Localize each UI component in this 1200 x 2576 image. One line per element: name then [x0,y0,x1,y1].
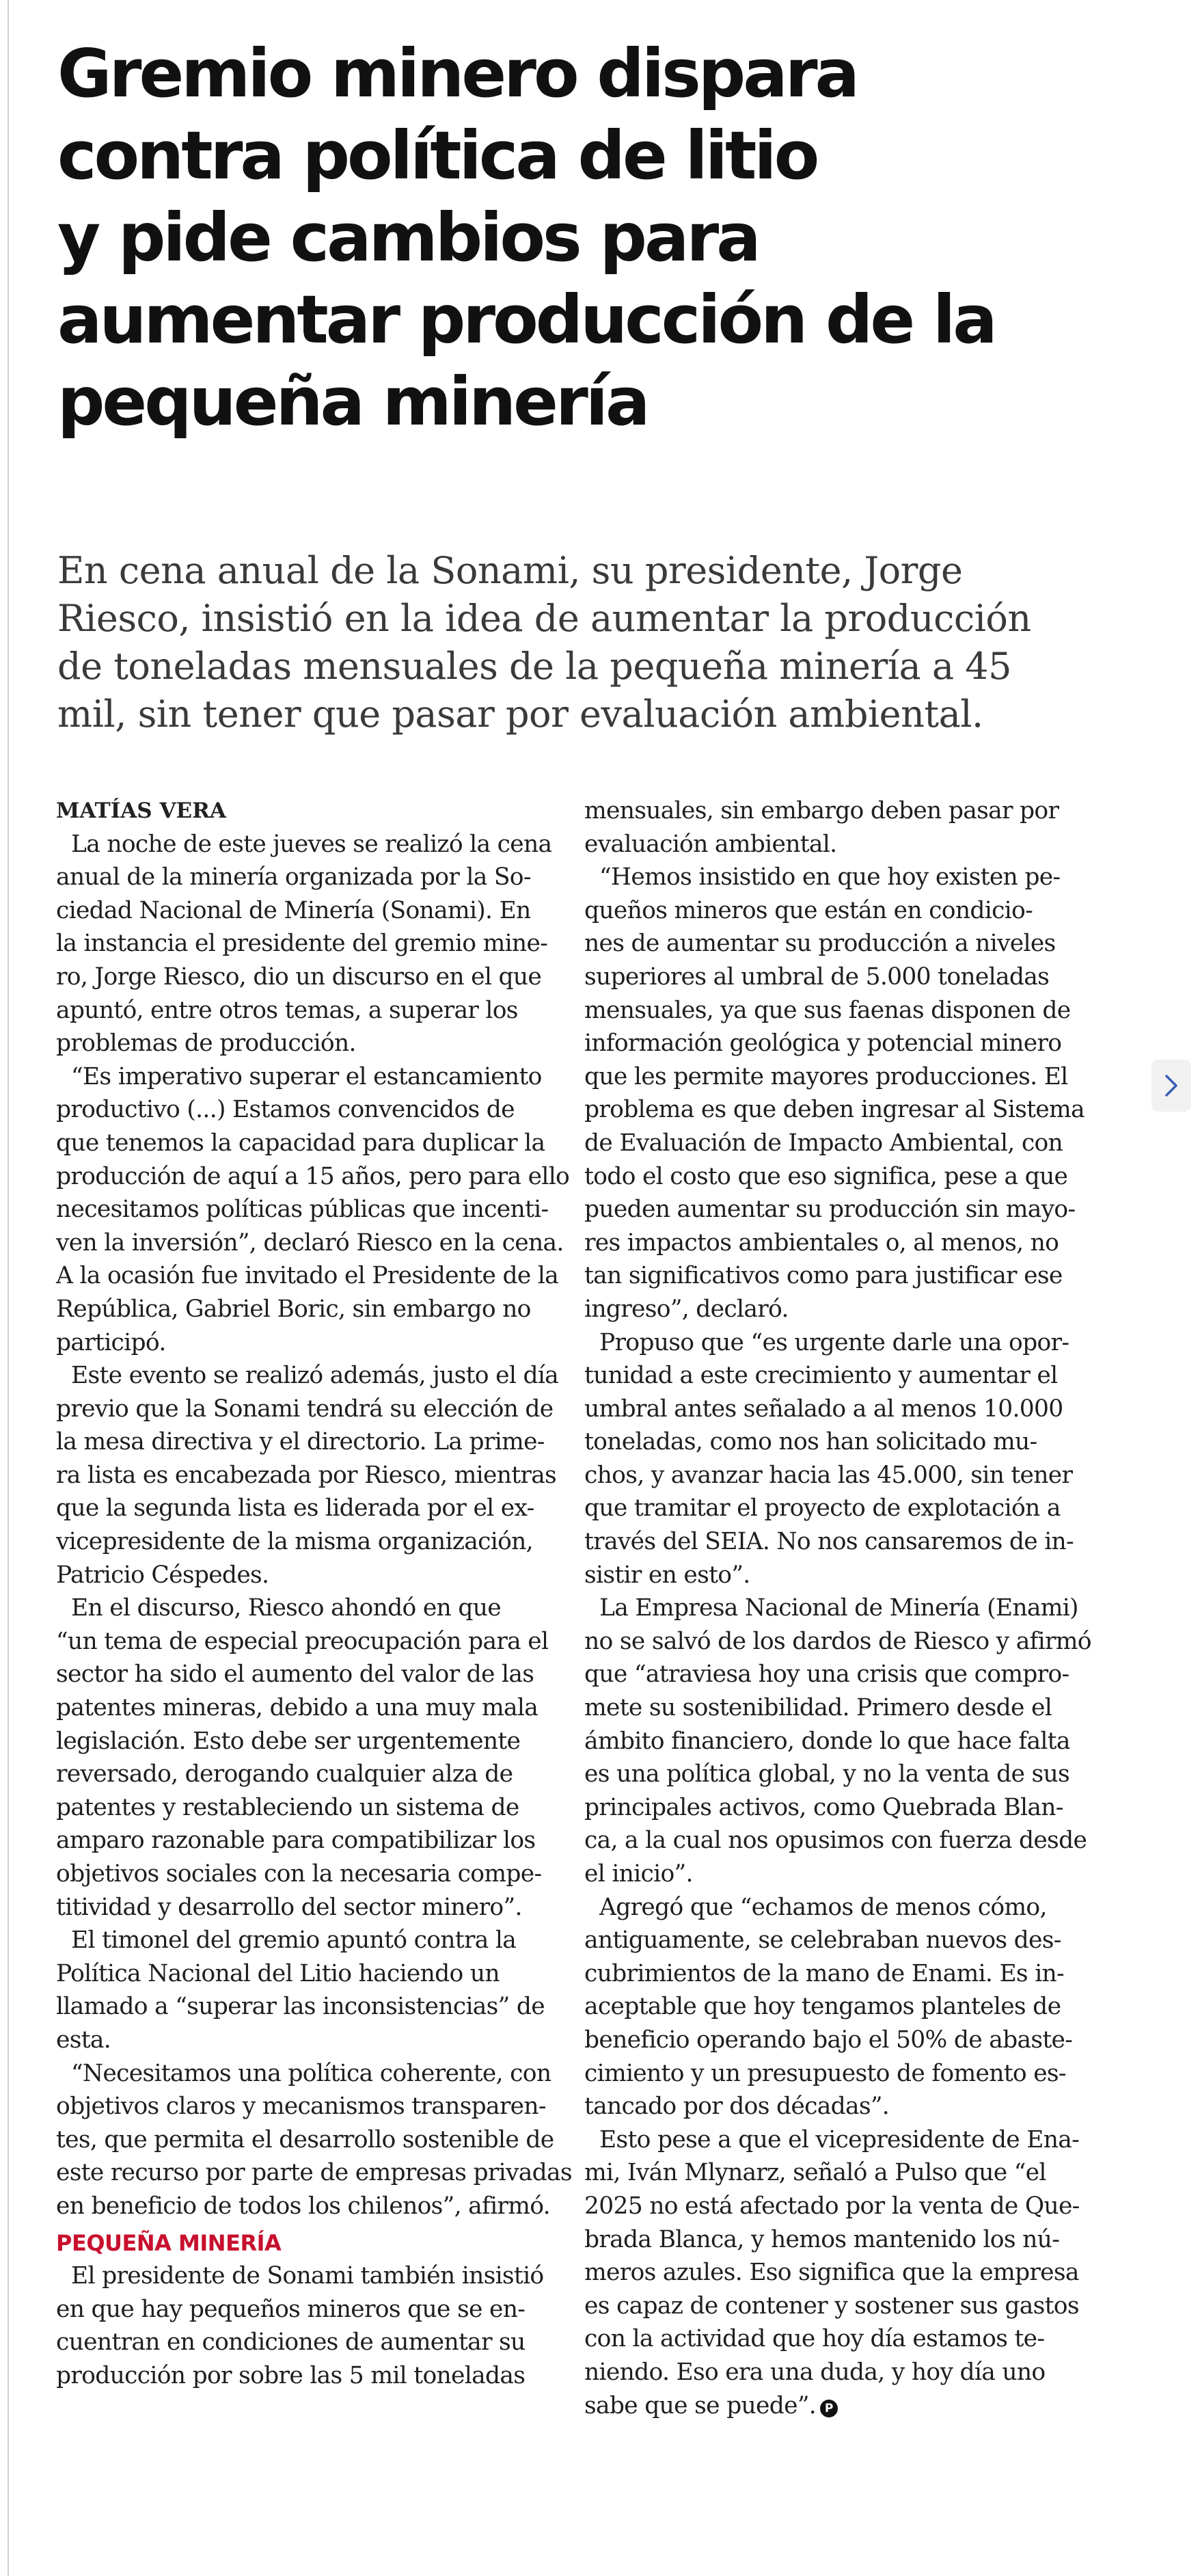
body-line: ra lista es encabezada por Riesco, mientras [56,1461,557,1489]
article-headline [57,33,1123,443]
body-line: beneficio operando bajo el 50% de abaste- [584,2026,1073,2054]
deck-line: En cena anual de la Sonami, su presidente, Jorge [57,549,963,592]
body-line: La Empresa Nacional de Minería (Enami) [599,1594,1078,1622]
final-line [584,2389,1087,2423]
body-line: tunidad a este crecimiento y aumentar el [584,1362,1058,1390]
body-line: ro, Jorge Riesco, dio un discurso en el que [56,963,542,991]
body-line: mensuales, sin embargo deben pasar por [584,797,1059,824]
body-line: que “atraviesa hoy una crisis que compro- [584,1661,1069,1689]
end-mark-icon: P [820,2400,838,2417]
body-line: que la segunda lista es liderada por el ex- [56,1494,534,1522]
body-line: sector ha sido el aumento del valor de las [56,1661,534,1689]
body-line: reversado, derogando cualquier alza de [56,1760,513,1788]
body-line: pueden aumentar su producción sin mayo- [584,1196,1076,1224]
body-line: mi, Iván Mlynarz, señaló a Pulso que “el [584,2159,1046,2187]
deck-line: mil, sin tener que pasar por evaluación ambiental. [57,693,983,736]
body-line: mete su sostenibilidad. Primero desde el [584,1694,1052,1722]
body-line: amparo razonable para compatibilizar los [56,1827,536,1855]
body-line: patentes mineras, debido a una muy mala [56,1694,538,1722]
body-line: ciedad Nacional de Minería (Sonami). En [56,896,531,924]
body-line: meros azules. Eso significa que la empresa [584,2259,1079,2287]
body-line: participó. [56,1328,166,1356]
body-line: La noche de este jueves se realizó la cena [71,830,552,858]
body-line: es capaz de contener y sostener sus gastos [584,2292,1079,2320]
body-line: Agregó que “echamos de menos cómo, [599,1893,1047,1921]
body-line: vicepresidente de la misma organización, [56,1528,533,1556]
body-line: cubrimientos de la mano de Enami. Es in- [584,1959,1065,1987]
next-page-button[interactable] [1151,1060,1191,1112]
article-deck [57,547,1082,738]
right-column-body [584,794,1091,2389]
body-line: sistir en esto”. [584,1561,750,1589]
article-column-right [584,794,1091,2422]
headline-line: Gremio minero dispara [57,35,857,112]
body-line: apuntó, entre otros temas, a superar los [56,996,518,1024]
body-line: 2025 no está afectado por la venta de Que- [584,2192,1080,2220]
headline-line: y pide cambios para [57,199,759,276]
final-line-text: sabe que se puede”. [584,2391,817,2419]
body-line: antiguamente, se celebraban nuevos des- [584,1927,1061,1955]
body-line: información geológica y potencial minero [584,1030,1062,1058]
body-line: que les permite mayores producciones. El [584,1062,1068,1090]
body-line: problemas de producción. [56,1030,356,1058]
body-line: la mesa directiva y el directorio. La prime- [56,1428,545,1456]
left-column-body [56,828,572,2223]
chevron-right-icon [1164,1074,1179,1097]
body-line: evaluación ambiental. [584,830,837,858]
body-line: tancado por dos décadas”. [584,2093,890,2121]
body-line: de Evaluación de Impacto Ambiental, con [584,1129,1063,1157]
deck-line: Riesco, insistió en la idea de aumentar la producción [57,597,1031,640]
body-line: tes, que permita el desarrollo sostenible de [56,2125,554,2154]
body-line: tan significativos como para justificar ese [584,1262,1063,1290]
body-line: Este evento se realizó además, justo el día [71,1362,559,1390]
byline: MATÍAS VERA [56,799,226,823]
section-subhead: PEQUEÑA MINERÍA [56,2229,282,2256]
body-line: previo que la Sonami tendrá su elección de [56,1395,554,1423]
headline-line: pequeña minería [57,363,648,440]
body-line: todo el costo que eso significa, pese a que [584,1162,1068,1190]
body-line: patentes y restableciendo un sistema de [56,1793,519,1821]
body-line: anual de la minería organizada por la So- [56,863,531,891]
body-line: ven la inversión”, declaró Riesco en la cena. [56,1229,564,1257]
body-line: República, Gabriel Boric, sin embargo no [56,1295,531,1323]
deck-line: de toneladas mensuales de la pequeña minería a 45 [57,645,1011,688]
body-line: problema es que deben ingresar al Sistema [584,1096,1085,1124]
body-line: brada Blanca, y hemos mantenido los nú- [584,2225,1060,2253]
body-line: objetivos claros y mecanismos transparen- [56,2093,546,2121]
body-line: chos, y avanzar hacia las 45.000, sin tener [584,1461,1073,1489]
body-line: es una política global, y no la venta de sus [584,1760,1070,1788]
body-line: ámbito financiero, donde lo que hace falta [584,1727,1070,1755]
body-line: superiores al umbral de 5.000 toneladas [584,963,1050,991]
body-line: esta. [56,2026,111,2054]
body-line: Propuso que “es urgente darle una opor- [599,1328,1069,1356]
body-line: que tramitar el proyecto de explotación a [584,1494,1061,1522]
body-line: la instancia el presidente del gremio mine- [56,930,548,958]
body-line: el inicio”. [584,1860,693,1888]
body-line: Política Nacional del Litio haciendo un [56,1959,500,1987]
column-rule [8,0,9,2576]
body-line: ca, a la cual nos opusimos con fuerza desde [584,1827,1087,1855]
body-line: umbral antes señalado a al menos 10.000 [584,1395,1063,1423]
body-line: queños mineros que están en condicio- [584,896,1033,924]
body-line: necesitamos políticas públicas que incenti- [56,1196,549,1224]
body-line: toneladas, como nos han solicitado mu- [584,1428,1037,1456]
body-line: Patricio Céspedes. [56,1561,269,1589]
body-line: nes de aumentar su producción a niveles [584,930,1056,958]
body-line: que tenemos la capacidad para duplicar la [56,1129,545,1157]
body-line: “Es imperativo superar el estancamiento [71,1062,542,1090]
body-line: través del SEIA. No nos cansaremos de in- [584,1528,1074,1556]
body-line: producción por sobre las 5 mil toneladas [56,2361,526,2389]
body-line: El timonel del gremio apuntó contra la [71,1927,517,1955]
body-line: “Necesitamos una política coherente, con [71,2059,551,2087]
body-line: A la ocasión fue invitado el Presidente de la [56,1262,559,1290]
body-line: El presidente de Sonami también insistió [71,2262,544,2290]
body-line: legislación. Esto debe ser urgentemente [56,1727,521,1755]
body-line: cuentran en condiciones de aumentar su [56,2329,526,2357]
headline-line: aumentar producción de la [57,281,995,358]
body-line: producción de aquí a 15 años, pero para ello [56,1162,570,1190]
body-line: este recurso por parte de empresas privadas [56,2159,572,2187]
body-line: con la actividad que hoy día estamos te- [584,2325,1045,2353]
body-line: cimiento y un presupuesto de fomento es- [584,2059,1066,2087]
body-line: En el discurso, Riesco ahondó en que [71,1594,501,1622]
body-line: en beneficio de todos los chilenos”, afirmó. [56,2192,550,2220]
body-line: mensuales, ya que sus faenas disponen de [584,996,1071,1024]
body-line: aceptable que hoy tengamos planteles de [584,1993,1061,2021]
body-line: “un tema de especial preocupación para el [56,1627,549,1655]
body-line: ingreso”, declaró. [584,1295,789,1323]
body-line: Esto pese a que el vicepresidente de Ena- [599,2125,1080,2154]
body-line: llamado a “superar las inconsistencias” de [56,1993,545,2021]
body-line: no se salvó de los dardos de Riesco y afirmó [584,1627,1091,1655]
article-column-left [56,794,572,2393]
left-column-after-subhead [56,2259,555,2392]
body-line: principales activos, como Quebrada Blan- [584,1793,1063,1821]
body-line: en que hay pequeños mineros que se en- [56,2295,526,2323]
headline-line: contra política de litio [57,117,817,194]
body-line: titividad y desarrollo del sector minero”. [56,1893,522,1921]
body-line: “Hemos insistido en que hoy existen pe- [599,863,1061,891]
body-line: productivo (...) Estamos convencidos de [56,1096,515,1124]
body-line: res impactos ambientales o, al menos, no [584,1229,1059,1257]
body-line: niendo. Eso era una duda, y hoy día uno [584,2358,1046,2386]
body-line: objetivos sociales con la necesaria compe- [56,1860,542,1888]
